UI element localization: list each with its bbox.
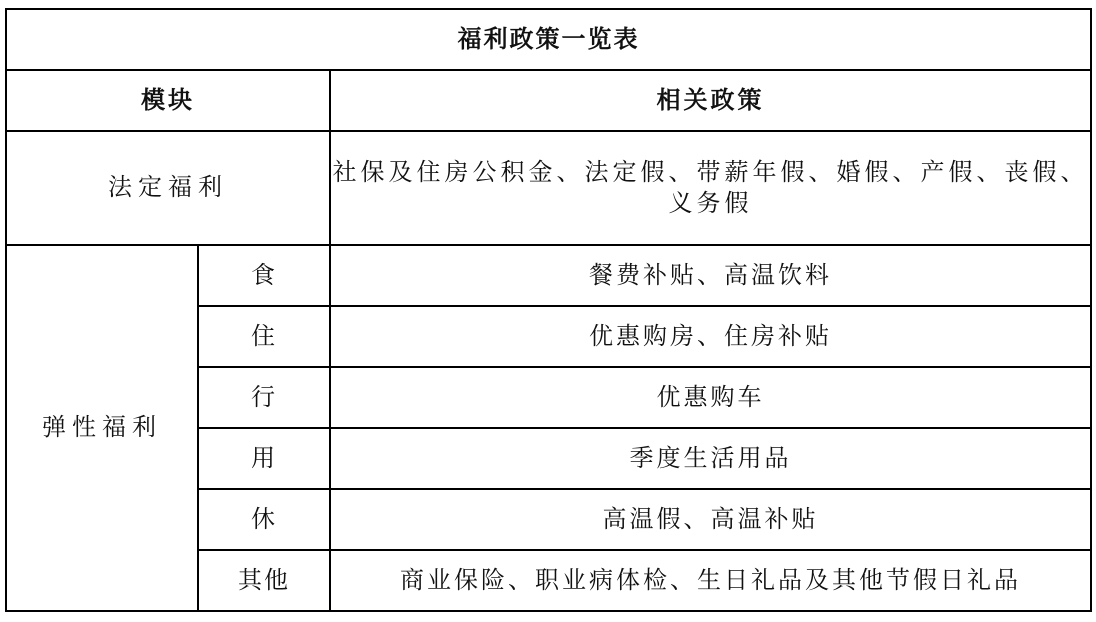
policy-cell [330,245,1091,306]
policy-cell [330,306,1091,367]
legal-policy-cell [330,131,1091,245]
header-policy: 相关政策 [656,85,765,114]
category-cell [198,367,330,428]
category-cell [198,428,330,489]
category-label: 食 [251,260,277,289]
policy-text: 优惠购房、住房补贴 [589,321,832,350]
category-label: 休 [251,504,277,533]
table-row [6,245,1091,306]
legal-module-cell [6,131,330,245]
header-module: 模块 [141,85,195,114]
policy-text: 高温假、高温补贴 [602,504,819,533]
flexible-module-cell [6,245,198,611]
legal-policy-text: 社保及住房公积金、法定假、带薪年假、婚假、产假、丧假、义务假 [332,157,1089,217]
header-policy-cell [330,70,1091,131]
legal-module-label: 法定福利 [108,173,228,202]
policy-text: 优惠购车 [656,382,765,411]
policy-cell [330,550,1091,611]
category-cell [198,245,330,306]
header-module-cell [6,70,330,131]
flexible-module-label: 弹性福利 [42,413,162,442]
welfare-policy-table [5,8,1092,612]
policy-cell [330,428,1091,489]
policy-text: 餐费补贴、高温饮料 [589,260,832,289]
category-cell [198,489,330,550]
policy-text: 商业保险、职业病体检、生日礼品及其他节假日礼品 [400,565,1021,594]
category-cell [198,550,330,611]
table-title-cell [6,9,1091,70]
category-label: 行 [251,382,277,411]
table-title: 福利政策一览表 [457,24,640,53]
policy-cell [330,367,1091,428]
policy-text: 季度生活用品 [629,443,792,472]
policy-cell [330,489,1091,550]
category-label: 其他 [238,565,290,594]
category-label: 住 [251,321,277,350]
category-label: 用 [251,443,277,472]
table-row [6,131,1091,245]
category-cell [198,306,330,367]
